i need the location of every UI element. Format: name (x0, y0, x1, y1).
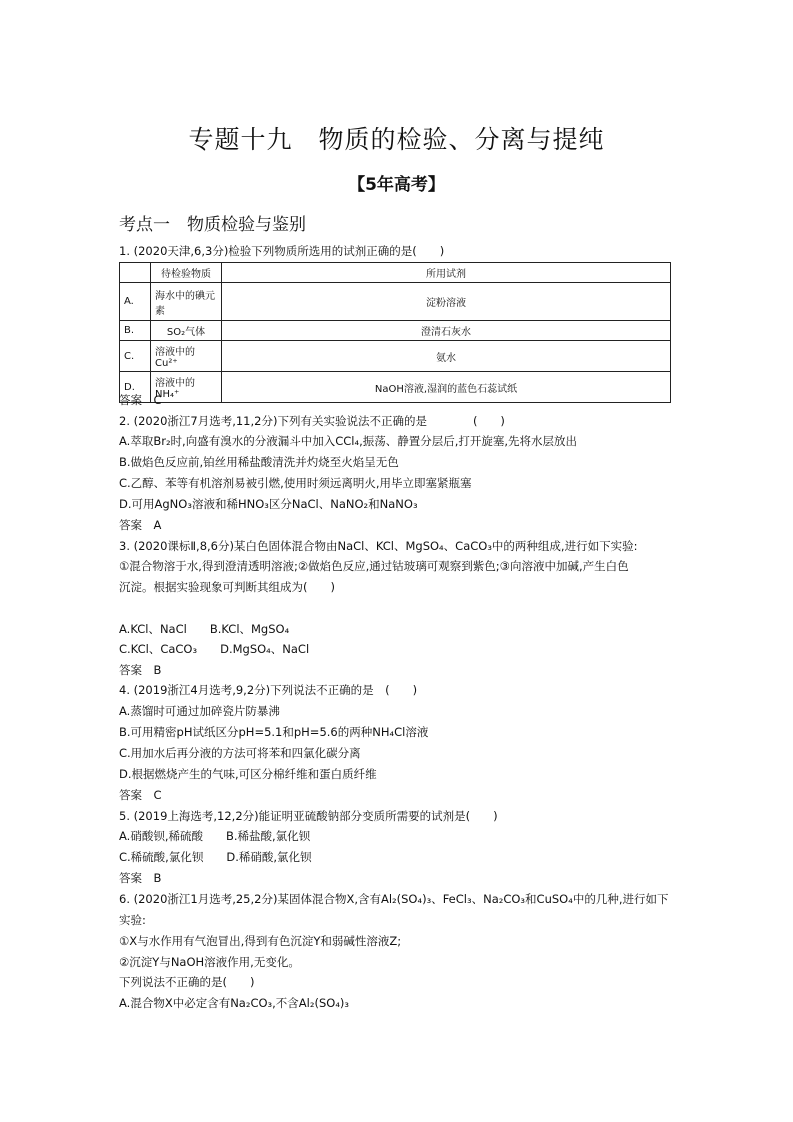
question-3-line-3: 沉淀。根据实验现象可判断其组成为( ) (119, 580, 335, 594)
table-cell: 澄清石灰水 (222, 321, 671, 341)
question-6-line-2: 实验: (119, 913, 146, 927)
question-5-stem: 5. (2019上海选考,12,2分)能证明亚硫酸钠部分变质所需要的试剂是( ) (119, 809, 498, 823)
table-cell: NaOH溶液,湿润的蓝色石蕊试纸 (222, 372, 671, 403)
question-2-option-b: B.做焰色反应前,铂丝用稀盐酸清洗并灼烧至火焰呈无色 (119, 455, 399, 469)
table-header-cell: 待检验物质 (151, 263, 222, 283)
table-cell: 淀粉溶液 (222, 283, 671, 321)
table-row (120, 321, 671, 341)
question-3-stem: 3. (2020课标Ⅱ,8,6分)某白色固体混合物由NaCl、KCl、MgSO₄、CaCO₃中的两种组成,进行如下实验: (119, 539, 638, 553)
table-row (120, 341, 671, 372)
table-header-cell: 所用试剂 (222, 263, 671, 283)
table-cell: A. (120, 283, 151, 321)
question-6-step-1: ①X与水作用有气泡冒出,得到有色沉淀Y和弱碱性溶液Z; (119, 934, 402, 948)
answer-1: 答案 C (119, 393, 162, 407)
table-cell: SO₂气体 (151, 321, 222, 341)
question-4-option-c: C.用加水后再分液的方法可将苯和四氯化碳分离 (119, 746, 361, 760)
answer-5: 答案 B (119, 871, 162, 885)
question-4-stem: 4. (2019浙江4月选考,9,2分)下列说法不正确的是 ( ) (119, 683, 418, 697)
table-cell: 氨水 (222, 341, 671, 372)
answer-4: 答案 C (119, 788, 162, 802)
section-heading: 考点一 物质检验与鉴别 (119, 215, 306, 235)
table-cell: D. (120, 372, 151, 403)
question-6-step-2: ②沉淀Y与NaOH溶液作用,无变化。 (119, 955, 300, 969)
table-row (120, 283, 671, 321)
question-2-option-a: A.萃取Br₂时,向盛有溴水的分液漏斗中加入CCl₄,振荡、静置分层后,打开旋塞,先将水层放出 (119, 434, 578, 448)
question-2-option-d: D.可用AgNO₃溶液和稀HNO₃区分NaCl、NaNO₂和NaNO₃ (119, 497, 418, 511)
question-2-stem: 2. (2020浙江7月选考,11,2分)下列有关实验说法不正确的是 ( ) (119, 414, 505, 428)
table-header-cell (120, 263, 151, 283)
answer-3: 答案 B (119, 663, 162, 677)
question-5-options-cd: C.稀硫酸,氯化钡 D.稀硝酸,氯化钡 (119, 850, 312, 864)
table-row (120, 372, 671, 403)
table-cell: 海水中的碘元素 (151, 283, 222, 321)
page-title: 专题十九 物质的检验、分离与提纯 (188, 125, 605, 154)
answer-2: 答案 A (119, 518, 162, 532)
table-header-row (120, 263, 671, 283)
question-6-option-a: A.混合物X中必定含有Na₂CO₃,不含Al₂(SO₄)₃ (119, 996, 350, 1010)
question-3-options-ab: A.KCl、NaCl B.KCl、MgSO₄ (119, 622, 290, 636)
question-3-options-cd: C.KCl、CaCO₃ D.MgSO₄、NaCl (119, 642, 310, 656)
page-subtitle: 【5年高考】 (348, 175, 445, 195)
question-6-prompt: 下列说法不正确的是( ) (119, 975, 255, 989)
question-2-option-c: C.乙醇、苯等有机溶剂易被引燃,使用时须远离明火,用毕立即塞紧瓶塞 (119, 476, 472, 490)
question-5-options-ab: A.硝酸钡,稀硫酸 B.稀盐酸,氯化钡 (119, 829, 311, 843)
table-cell: 溶液中的Cu²⁺ (151, 341, 222, 372)
question-6-stem: 6. (2020浙江1月选考,25,2分)某固体混合物X,含有Al₂(SO₄)₃、FeCl₃、Na₂CO₃和CuSO₄中的几种,进行如下 (119, 892, 669, 906)
table-cell: 溶液中的NH₄⁺ (151, 372, 222, 403)
table-cell: C. (120, 341, 151, 372)
question-4-option-d: D.根据燃烧产生的气味,可区分棉纤维和蛋白质纤维 (119, 767, 377, 781)
question-4-option-a: A.蒸馏时可通过加碎瓷片防暴沸 (119, 704, 280, 718)
question-1-stem: 1. (2020天津,6,3分)检验下列物质所选用的试剂正确的是( ) (119, 244, 445, 258)
table-cell: B. (120, 321, 151, 341)
question-3-line-2: ①混合物溶于水,得到澄清透明溶液;②做焰色反应,通过钴玻璃可观察到紫色;③向溶液中加碱,产生白色 (119, 559, 629, 573)
question-4-option-b: B.可用精密pH试纸区分pH=5.1和pH=5.6的两种NH₄Cl溶液 (119, 725, 429, 739)
reagent-table (119, 262, 671, 403)
